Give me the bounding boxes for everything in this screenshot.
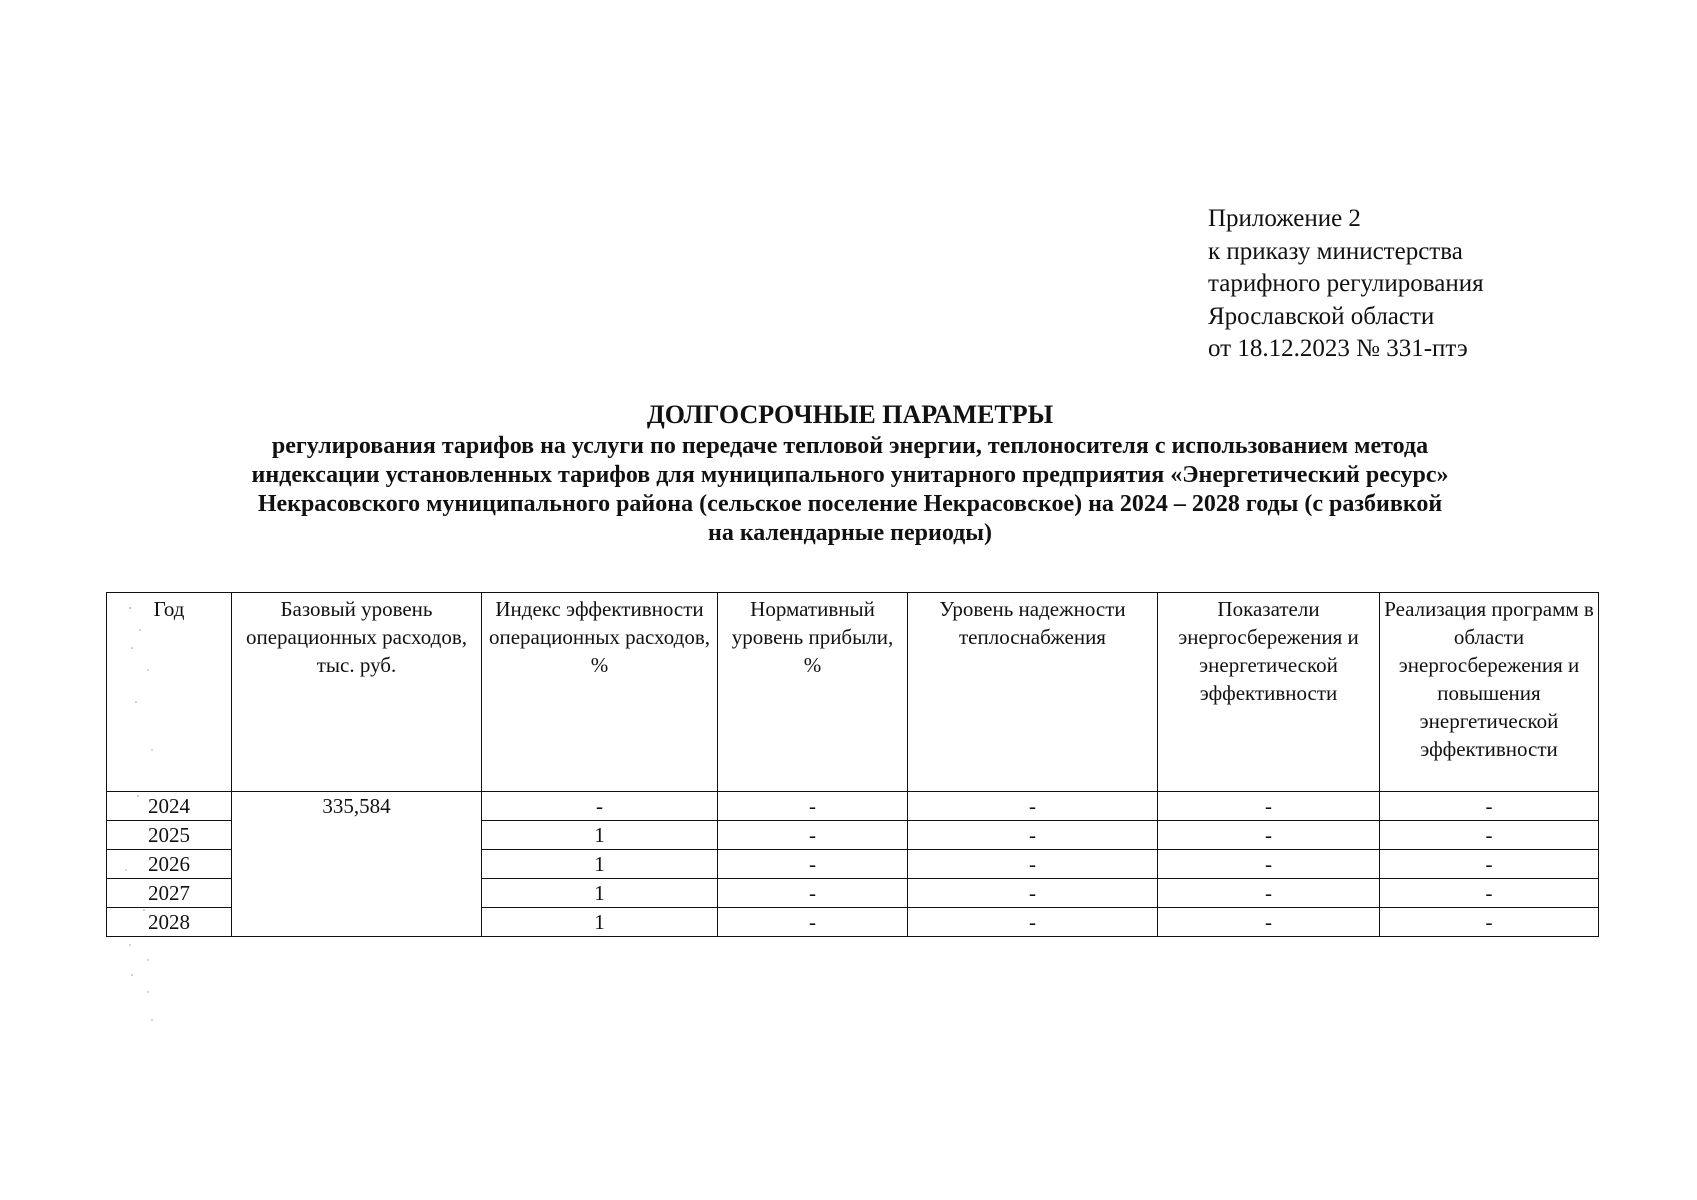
cell-energy-saving: -	[1158, 908, 1380, 937]
cell-year: 2027	[107, 879, 232, 908]
parameters-table	[106, 592, 1599, 937]
cell-reliability: -	[908, 908, 1158, 937]
cell-base-level: 335,584	[232, 792, 482, 937]
header-reliability: Уровень надежности теплоснабжения	[908, 593, 1158, 792]
appendix-line: Ярославской области	[1208, 302, 1435, 330]
cell-profit: -	[718, 908, 908, 937]
cell-profit: -	[718, 850, 908, 879]
appendix-line: к приказу министерства	[1208, 237, 1463, 265]
appendix-line: от 18.12.2023 № 331-птэ	[1208, 335, 1468, 362]
cell-year: 2025	[107, 821, 232, 850]
header-efficiency-index: Индекс эффективности операционных расходов, %	[482, 593, 718, 792]
cell-reliability: -	[908, 850, 1158, 879]
title-subtitle-line: Некрасовского муниципального района (сельское поселение Некрасовское) на 2024 – 2028 годы (с разбивкой	[257, 491, 1443, 517]
cell-year: 2026	[107, 850, 232, 879]
cell-index: 1	[482, 850, 718, 879]
title-subtitle-line: индексации установленных тарифов для муниципального унитарного предприятия «Энергетический ресурс»	[251, 462, 1449, 488]
cell-index: 1	[482, 908, 718, 937]
cell-programs: -	[1380, 821, 1599, 850]
header-profit-level: Нормативный уровень прибыли, %	[718, 593, 908, 792]
header-base-level: Базовый уровень операционных расходов, тыс. руб.	[232, 593, 482, 792]
cell-reliability: -	[908, 792, 1158, 821]
cell-energy-saving: -	[1158, 792, 1380, 821]
cell-programs: -	[1380, 792, 1599, 821]
table-header-row	[107, 593, 1599, 792]
header-programs: Реализация программ в области энергосбережения и повышения энергетической эффективности	[1380, 593, 1599, 792]
cell-energy-saving: -	[1158, 821, 1380, 850]
cell-programs: -	[1380, 879, 1599, 908]
cell-reliability: -	[908, 879, 1158, 908]
cell-year: 2028	[107, 908, 232, 937]
cell-programs: -	[1380, 908, 1599, 937]
header-energy-saving: Показатели энергосбережения и энергетической эффективности	[1158, 593, 1380, 792]
appendix-line: Приложение 2	[1208, 205, 1361, 232]
cell-reliability: -	[908, 821, 1158, 850]
cell-index: 1	[482, 879, 718, 908]
title-main: ДОЛГОСРОЧНЫЕ ПАРАМЕТРЫ	[646, 400, 1054, 429]
table-row	[107, 792, 1599, 821]
cell-profit: -	[718, 792, 908, 821]
title-subtitle-line: на календарные периоды)	[708, 520, 992, 546]
title-subtitle-line: регулирования тарифов на услуги по передаче тепловой энергии, теплоносителя с использованием метода	[271, 433, 1429, 459]
cell-energy-saving: -	[1158, 879, 1380, 908]
header-year: Год	[107, 593, 232, 792]
appendix-reference	[1208, 203, 1484, 366]
cell-programs: -	[1380, 850, 1599, 879]
cell-profit: -	[718, 821, 908, 850]
appendix-line: тарифного регулирования	[1208, 270, 1484, 297]
cell-profit: -	[718, 879, 908, 908]
cell-index: 1	[482, 821, 718, 850]
cell-energy-saving: -	[1158, 850, 1380, 879]
cell-index: -	[482, 792, 718, 821]
cell-year: 2024	[107, 792, 232, 821]
document-title	[100, 398, 1600, 548]
